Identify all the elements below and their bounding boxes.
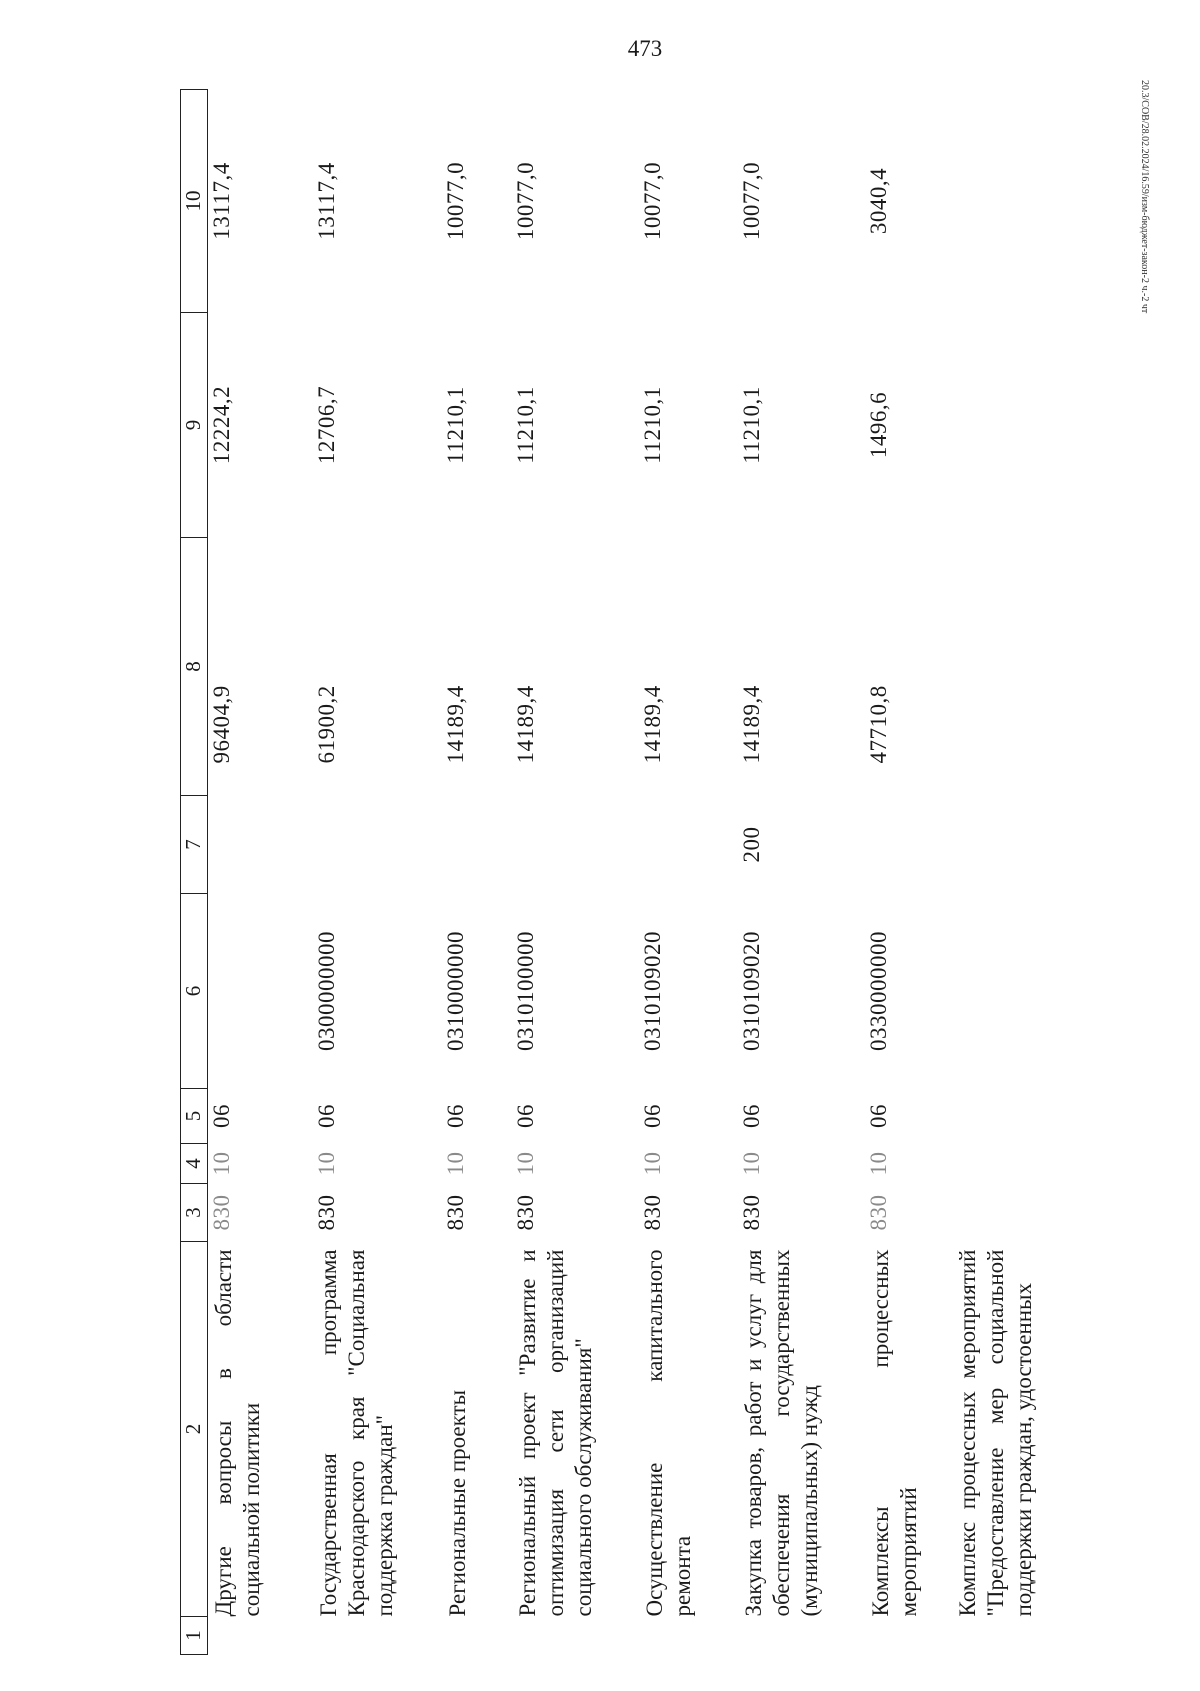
cell-number xyxy=(442,1617,512,1655)
cell-subsection xyxy=(952,1089,1054,1144)
cell-section: 10 xyxy=(640,1151,665,1176)
cell-number xyxy=(512,1617,639,1655)
header-col-1: 1 xyxy=(181,1617,208,1655)
cell-expense-type xyxy=(442,796,512,894)
table-row xyxy=(738,90,865,1655)
cell-amount-2: 1496,6 xyxy=(866,391,891,459)
cell-target-article: 0310000000 xyxy=(443,931,468,1051)
cell-target-article: 0310109020 xyxy=(739,931,764,1051)
cell-expense-type xyxy=(313,796,442,894)
cell-subsection: 06 xyxy=(314,1104,339,1128)
cell-amount-1: 61900,2 xyxy=(314,685,339,764)
cell-target-article xyxy=(952,894,1054,1089)
cell-amount-3: 13117,4 xyxy=(209,162,234,240)
cell-subsection: 06 xyxy=(739,1104,764,1128)
table-row xyxy=(313,90,442,1655)
cell-ministry-code xyxy=(952,1184,1054,1242)
cell-section: 10 xyxy=(209,1151,234,1176)
cell-name: Другие вопросы в области социальной политики xyxy=(211,1249,265,1617)
table-row xyxy=(442,90,512,1655)
cell-amount-3 xyxy=(952,90,1054,313)
cell-ministry-code: 830 xyxy=(443,1194,468,1231)
cell-name: Осуществление капитального ремонта xyxy=(642,1249,696,1617)
table-row xyxy=(639,90,738,1655)
cell-number xyxy=(865,1617,952,1655)
cell-ministry-code: 830 xyxy=(513,1194,538,1231)
cell-amount-2 xyxy=(952,313,1054,538)
header-col-2: 2 xyxy=(181,1242,208,1617)
cell-ministry-code: 830 xyxy=(314,1194,339,1231)
header-col-3: 3 xyxy=(181,1184,208,1242)
cell-subsection: 06 xyxy=(443,1104,468,1128)
cell-expense-type: 200 xyxy=(739,826,764,863)
table-row xyxy=(952,90,1054,1655)
cell-section: 10 xyxy=(443,1151,468,1176)
header-col-4: 4 xyxy=(181,1144,208,1184)
cell-number xyxy=(639,1617,738,1655)
cell-name: Государственная программа Краснодарского края "Социальная поддержка граждан" xyxy=(316,1249,398,1617)
header-col-5: 5 xyxy=(181,1089,208,1144)
cell-amount-3: 3040,4 xyxy=(866,167,891,235)
cell-target-article: 0310100000 xyxy=(513,931,538,1051)
cell-amount-3: 13117,4 xyxy=(314,162,339,240)
cell-expense-type xyxy=(208,796,314,894)
cell-amount-1: 14189,4 xyxy=(739,685,764,764)
cell-target-article xyxy=(208,894,314,1089)
cell-target-article: 0330000000 xyxy=(866,931,891,1051)
cell-amount-1: 14189,4 xyxy=(640,685,665,764)
cell-section: 10 xyxy=(866,1151,891,1176)
cell-number xyxy=(738,1617,865,1655)
cell-ministry-code: 830 xyxy=(640,1194,665,1231)
cell-expense-type xyxy=(639,796,738,894)
cell-expense-type xyxy=(865,796,952,894)
header-col-10: 10 xyxy=(181,90,208,313)
cell-amount-3: 10077,0 xyxy=(443,161,468,241)
cell-name: Комплекс процессных мероприятий "Предоставление мер социальной поддержки граждан, удостоенных xyxy=(955,1249,1037,1617)
document-footer-code: 20.3/СОВ/28.02.2024/16.59/изм-бюджет-закон-2 ч.-2 чт xyxy=(1139,80,1150,314)
table-row xyxy=(512,90,639,1655)
cell-amount-2: 11210,1 xyxy=(443,386,468,464)
cell-section: 10 xyxy=(739,1151,764,1176)
cell-expense-type xyxy=(952,796,1054,894)
header-col-9: 9 xyxy=(181,313,208,538)
cell-ministry-code: 830 xyxy=(866,1194,891,1231)
cell-subsection: 06 xyxy=(209,1104,234,1128)
cell-amount-1 xyxy=(952,538,1054,796)
cell-subsection: 06 xyxy=(866,1104,891,1128)
budget-table xyxy=(180,89,1054,1655)
cell-amount-2: 12706,7 xyxy=(314,385,339,465)
cell-amount-1: 47710,8 xyxy=(866,685,891,764)
cell-amount-3: 10077,0 xyxy=(739,161,764,241)
cell-number xyxy=(313,1617,442,1655)
cell-amount-3: 10077,0 xyxy=(513,161,538,241)
cell-number xyxy=(208,1617,314,1655)
cell-name: Региональные проекты xyxy=(445,1389,470,1617)
header-col-8: 8 xyxy=(181,538,208,796)
page-number: 473 xyxy=(627,36,663,61)
cell-target-article: 0310109020 xyxy=(640,931,665,1051)
cell-subsection: 06 xyxy=(513,1104,538,1128)
cell-section xyxy=(952,1144,1054,1184)
cell-section: 10 xyxy=(513,1151,538,1176)
cell-subsection: 06 xyxy=(640,1104,665,1128)
header-col-7: 7 xyxy=(181,796,208,894)
cell-section: 10 xyxy=(314,1151,339,1176)
cell-name: Закупка товаров, работ и услуг для обеспечения государственных (муниципальных) нужд xyxy=(741,1249,823,1617)
cell-amount-2: 11210,1 xyxy=(640,386,665,464)
cell-ministry-code: 830 xyxy=(739,1194,764,1231)
cell-ministry-code: 830 xyxy=(209,1194,234,1231)
cell-amount-1: 96404,9 xyxy=(209,685,234,764)
table-row xyxy=(208,90,314,1655)
cell-name: Региональный проект "Развитие и оптимизация сети организаций социального обслуживания" xyxy=(515,1249,597,1617)
table-header-row xyxy=(181,90,208,1655)
cell-target-article: 0300000000 xyxy=(314,931,339,1051)
cell-amount-2: 11210,1 xyxy=(739,386,764,464)
header-col-6: 6 xyxy=(181,894,208,1089)
cell-name: Комплексы процессных мероприятий xyxy=(868,1249,922,1617)
table-row xyxy=(865,90,952,1655)
cell-amount-2: 11210,1 xyxy=(513,386,538,464)
cell-amount-3: 10077,0 xyxy=(640,161,665,241)
cell-amount-2: 12224,2 xyxy=(209,385,234,465)
cell-amount-1: 14189,4 xyxy=(513,685,538,764)
budget-table-frame xyxy=(180,90,1140,1655)
cell-amount-1: 14189,4 xyxy=(443,685,468,764)
cell-number xyxy=(952,1617,1054,1655)
cell-expense-type xyxy=(512,796,639,894)
